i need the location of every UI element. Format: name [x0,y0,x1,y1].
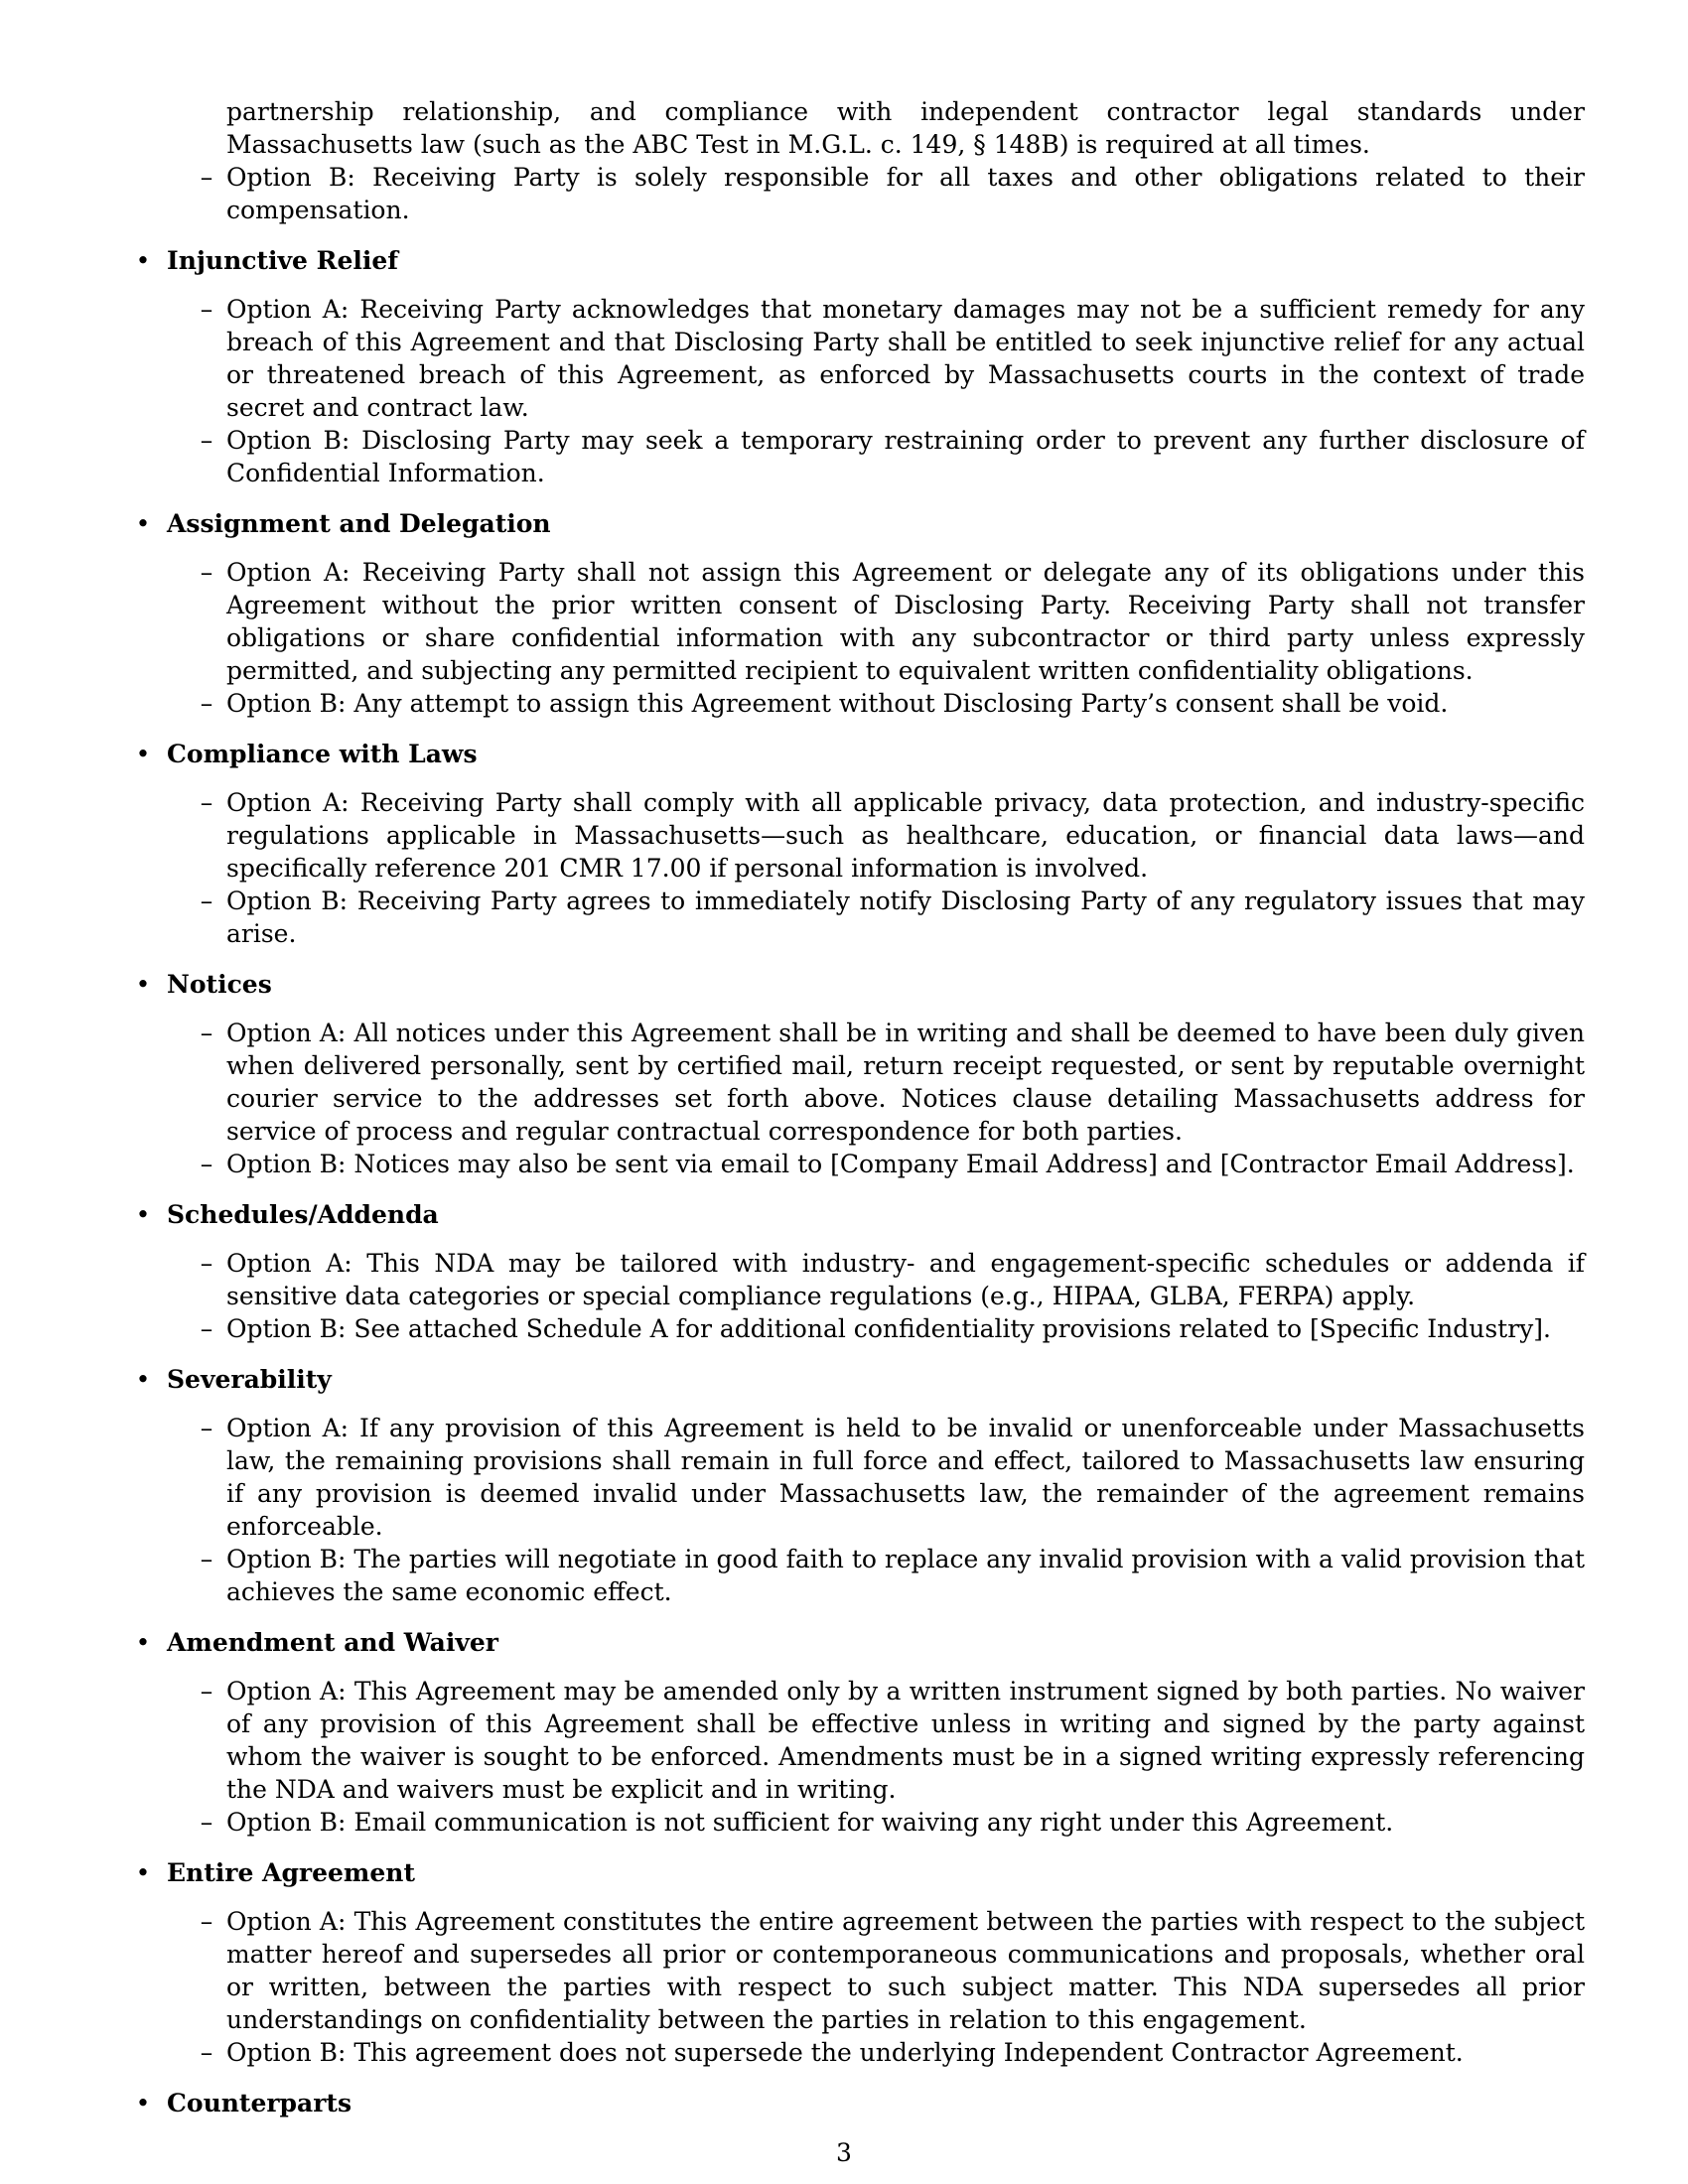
option-item [127,1312,1585,1345]
clause-section [127,1363,1585,1608]
dash-marker: – [200,558,213,587]
dash-marker: – [200,1907,213,1936]
bullet-marker: • [135,509,151,538]
dash-marker: – [200,1150,213,1178]
clause-title: Compliance with Laws [167,740,478,768]
option-text: Option A: This NDA may be tailored with industry- and engagement-specific schedules or addenda if sensitive data categories or special compliance regulations (e.g., HIPAA, GLBA, FERPA) apply. [226,1249,1585,1310]
option-text: Option A: Receiving Party shall comply with all applicable privacy, data protection, and industry-specific regulations applicable in Massachusetts—such as healthcare, education, or financial data laws—and specifically reference 201 CMR 17.00 if personal information is involved. [226,788,1585,883]
dash-marker: – [200,163,213,192]
option-list [127,1675,1585,1839]
bullet-marker: • [135,2089,151,2117]
clause-section [127,968,1585,1180]
option-item [127,161,1585,226]
bullet-marker: • [135,246,151,275]
option-text: Option B: Notices may also be sent via email to [Company Email Address] and [Contractor Email Address]. [226,1150,1575,1178]
dash-marker: – [200,295,213,324]
option-item [127,687,1585,720]
option-text: Option A: All notices under this Agreement shall be in writing and shall be deemed to have been duly given when delivered personally, sent by certified mail, return receipt requested, or sent by reputable overnight courier service to the addresses set forth above. Notices clause detailing Massachusetts address for service of process and regular contractual correspondence for both parties. [226,1019,1585,1146]
clause-heading [127,1626,1585,1659]
clause-heading [127,244,1585,277]
option-text: Option B: This agreement does not supersede the underlying Independent Contractor Agreement. [226,2038,1464,2067]
option-text: Option A: Receiving Party shall not assign this Agreement or delegate any of its obligations under this Agreement without the prior written consent of Disclosing Party. Receiving Party shall not transfer obligations or share confidential information with any subcontractor or third party unless expressly permitted, and subjecting any permitted recipient to equivalent written confidentiality obligations. [226,558,1585,685]
option-list [127,556,1585,720]
dash-marker: – [200,426,213,455]
option-text: Option B: Receiving Party agrees to immediately notify Disclosing Party of any regulatory issues that may arise. [226,887,1585,948]
clause-section [127,1626,1585,1839]
option-list [127,1017,1585,1180]
clause-section [127,2087,1585,2119]
option-list [127,1412,1585,1608]
clause-title: Injunctive Relief [167,246,399,275]
bullet-marker: • [135,1628,151,1657]
clause-title: Assignment and Delegation [167,509,551,538]
option-item [127,556,1585,687]
clause-section [127,1856,1585,2069]
clause-heading [127,1856,1585,1889]
continued-paragraph: partnership relationship, and compliance with independent contractor legal standards under Massachusetts law (such as the ABC Test in M.G.L. c. 149, § 148B) is required at all times. [226,97,1585,159]
clause-list [127,244,1585,2119]
continued-clause [127,95,1585,226]
dash-marker: – [200,1545,213,1573]
option-text: Option B: Receiving Party is solely responsible for all taxes and other obligations related to their compensation. [226,163,1585,224]
dash-marker: – [200,1414,213,1442]
dash-marker: – [200,2038,213,2067]
option-list [127,1247,1585,1345]
bullet-marker: • [135,1365,151,1394]
clause-title: Notices [167,970,272,999]
clause-section [127,738,1585,950]
option-text: Option A: This Agreement constitutes the entire agreement between the parties with respect to the subject matter hereof and supersedes all prior or contemporaneous communications and proposals, whether oral or written, between the parties with respect to such subject matter. This NDA supersedes all prior understandings on confidentiality between the parties in relation to this engagement. [226,1907,1585,2034]
option-list [127,786,1585,950]
option-item [127,786,1585,885]
clause-heading [127,1198,1585,1231]
option-text: Option B: The parties will negotiate in good faith to replace any invalid provision with a valid provision that achieves the same economic effect. [226,1545,1585,1606]
clause-heading [127,738,1585,770]
dash-marker: – [200,1314,213,1343]
document-body [127,95,1585,2135]
option-text: Option B: Any attempt to assign this Agreement without Disclosing Party’s consent shall be void. [226,689,1449,718]
option-item [127,1247,1585,1312]
clause-title: Schedules/Addenda [167,1200,439,1229]
clause-heading [127,968,1585,1001]
bullet-marker: • [135,1858,151,1887]
option-item [127,293,1585,424]
clause-section [127,507,1585,720]
dash-marker: – [200,1677,213,1706]
page-number: 3 [836,2138,852,2167]
option-item [127,1148,1585,1180]
clause-title: Entire Agreement [167,1858,415,1887]
dash-marker: – [200,887,213,915]
dash-marker: – [200,788,213,817]
clause-section [127,1198,1585,1345]
option-list [127,293,1585,489]
option-text: Option B: Disclosing Party may seek a temporary restraining order to prevent any further disclosure of Confidential Information. [226,426,1585,487]
dash-marker: – [200,689,213,718]
option-text: Option B: See attached Schedule A for additional confidentiality provisions related to [Specific Industry]. [226,1314,1551,1343]
option-item [127,1806,1585,1839]
option-text: Option A: This Agreement may be amended only by a written instrument signed by both parties. No waiver of any provision of this Agreement shall be effective unless in writing and signed by the party against whom the waiver is sought to be enforced. Amendments must be in a signed writing expressly referencing the NDA and waivers must be explicit and in writing. [226,1677,1585,1804]
option-item [127,2036,1585,2069]
option-list [127,1905,1585,2069]
continued-option-list [127,161,1585,226]
option-item [127,885,1585,950]
dash-marker: – [200,1808,213,1837]
dash-marker: – [200,1249,213,1278]
option-text: Option A: If any provision of this Agreement is held to be invalid or unenforceable under Massachusetts law, the remaining provisions shall remain in full force and effect, tailored to Massachusetts law ensuring if any provision is deemed invalid under Massachusetts law, the remainder of the agreement remains enforceable. [226,1414,1585,1541]
bullet-marker: • [135,740,151,768]
bullet-marker: • [135,1200,151,1229]
clause-title: Amendment and Waiver [167,1628,498,1657]
option-item [127,1675,1585,1806]
clause-section [127,244,1585,489]
option-text: Option A: Receiving Party acknowledges that monetary damages may not be a sufficient remedy for any breach of this Agreement and that Disclosing Party shall be entitled to seek injunctive relief for any actual or threatened breach of this Agreement, as enforced by Massachusetts courts in the context of trade secret and contract law. [226,295,1585,422]
option-item [127,424,1585,489]
clause-heading [127,1363,1585,1396]
clause-title: Counterparts [167,2089,352,2117]
clause-title: Severability [167,1365,332,1394]
option-item [127,1905,1585,2036]
option-item [127,1017,1585,1148]
option-text: Option B: Email communication is not sufficient for waiving any right under this Agreement. [226,1808,1394,1837]
dash-marker: – [200,1019,213,1047]
clause-heading [127,507,1585,540]
option-item [127,1412,1585,1543]
bullet-marker: • [135,970,151,999]
clause-heading [127,2087,1585,2119]
option-item [127,1543,1585,1608]
